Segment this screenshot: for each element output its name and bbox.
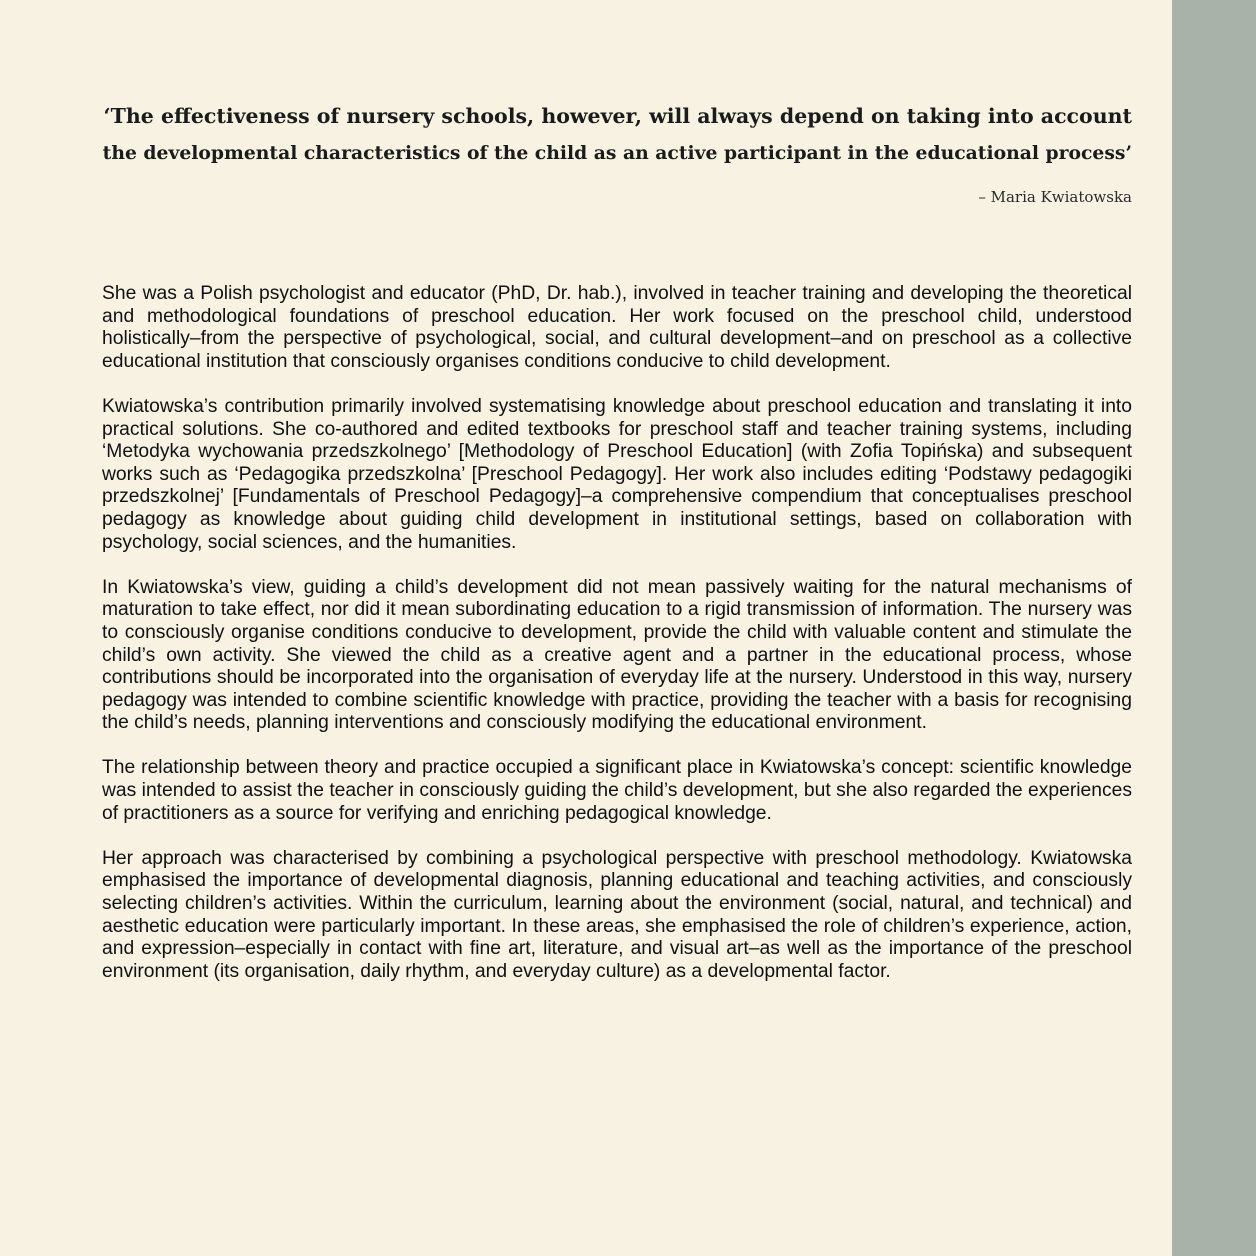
quote-author: – Maria Kwiatowska xyxy=(978,188,1132,206)
quote-line-2: the developmental characteristics of the child as an active participant in the educational process’ xyxy=(102,142,1132,164)
paragraph-3: In Kwiatowska’s view, guiding a child’s development did not mean passively waiting for the natural mechanisms of maturation to take effect, nor did it mean subordinating education to a rigid transmission of information. The nursery was to consciously organise conditions conducive to development, provide the child with valuable content and stimulate the child’s own activity. She viewed the child as a creative agent and a partner in the educational process, whose contributions should be incorporated into the organisation of everyday life at the nursery. Understood in this way, nursery pedagogy was intended to combine scientific knowledge with practice, providing the teacher with a basis for recognising the child’s needs, planning interventions and consciously modifying the educational environment. xyxy=(102,576,1132,734)
paragraph-4: The relationship between theory and practice occupied a significant place in Kwiatowska’s concept: scientific knowledge was intended to assist the teacher in consciously guiding the child’s development, but she also regarded the experiences of practitioners as a source for verifying and enriching pedagogical knowledge. xyxy=(102,757,1132,824)
epigraph-quote xyxy=(102,98,1132,207)
paragraph-1: She was a Polish psychologist and educator (PhD, Dr. hab.), involved in teacher training and developing the theoretical and methodological foundations of preschool education. Her work focused on the preschool child, understood holistically–from the perspective of psychological, social, and cultural development–and on preschool as a collective educational institution that consciously organises conditions conducive to child development. xyxy=(102,283,1132,372)
decorative-side-strip xyxy=(1172,0,1256,1256)
paragraph-2: Kwiatowska’s contribution primarily involved systematising knowledge about preschool education and translating it into practical solutions. She co-authored and edited textbooks for preschool staff and teacher training systems, including ‘Metodyka wychowania przedszkolnego’ [Methodology of Preschool Education] (with Zofia Topińska) and subsequent works such as ‘Pedagogika przedszkolna’ [Preschool Pedagogy]. Her work also includes editing ‘Podstawy pedagogiki przedszkolnej’ [Fundamentals of Preschool Pedagogy]–a comprehensive compendium that conceptualises preschool pedagogy as knowledge about guiding child development in institutional settings, based on collaboration with psychology, social sciences, and the humanities. xyxy=(102,395,1132,553)
biography-text xyxy=(102,283,1132,1006)
quote-line-1: ‘The effectiveness of nursery schools, however, will always depend on taking into account xyxy=(103,104,1132,128)
paragraph-5: Her approach was characterised by combining a psychological perspective with preschool methodology. Kwiatowska emphasised the importance of developmental diagnosis, planning educational and teaching activities, and consciously selecting children’s activities. Within the curriculum, learning about the environment (social, natural, and technical) and aesthetic education were particularly important. In these areas, she emphasised the role of children’s experience, action, and expression–especially in contact with fine art, literature, and visual art–as well as the importance of the preschool environment (its organisation, daily rhythm, and everyday culture) as a developmental factor. xyxy=(102,847,1132,982)
